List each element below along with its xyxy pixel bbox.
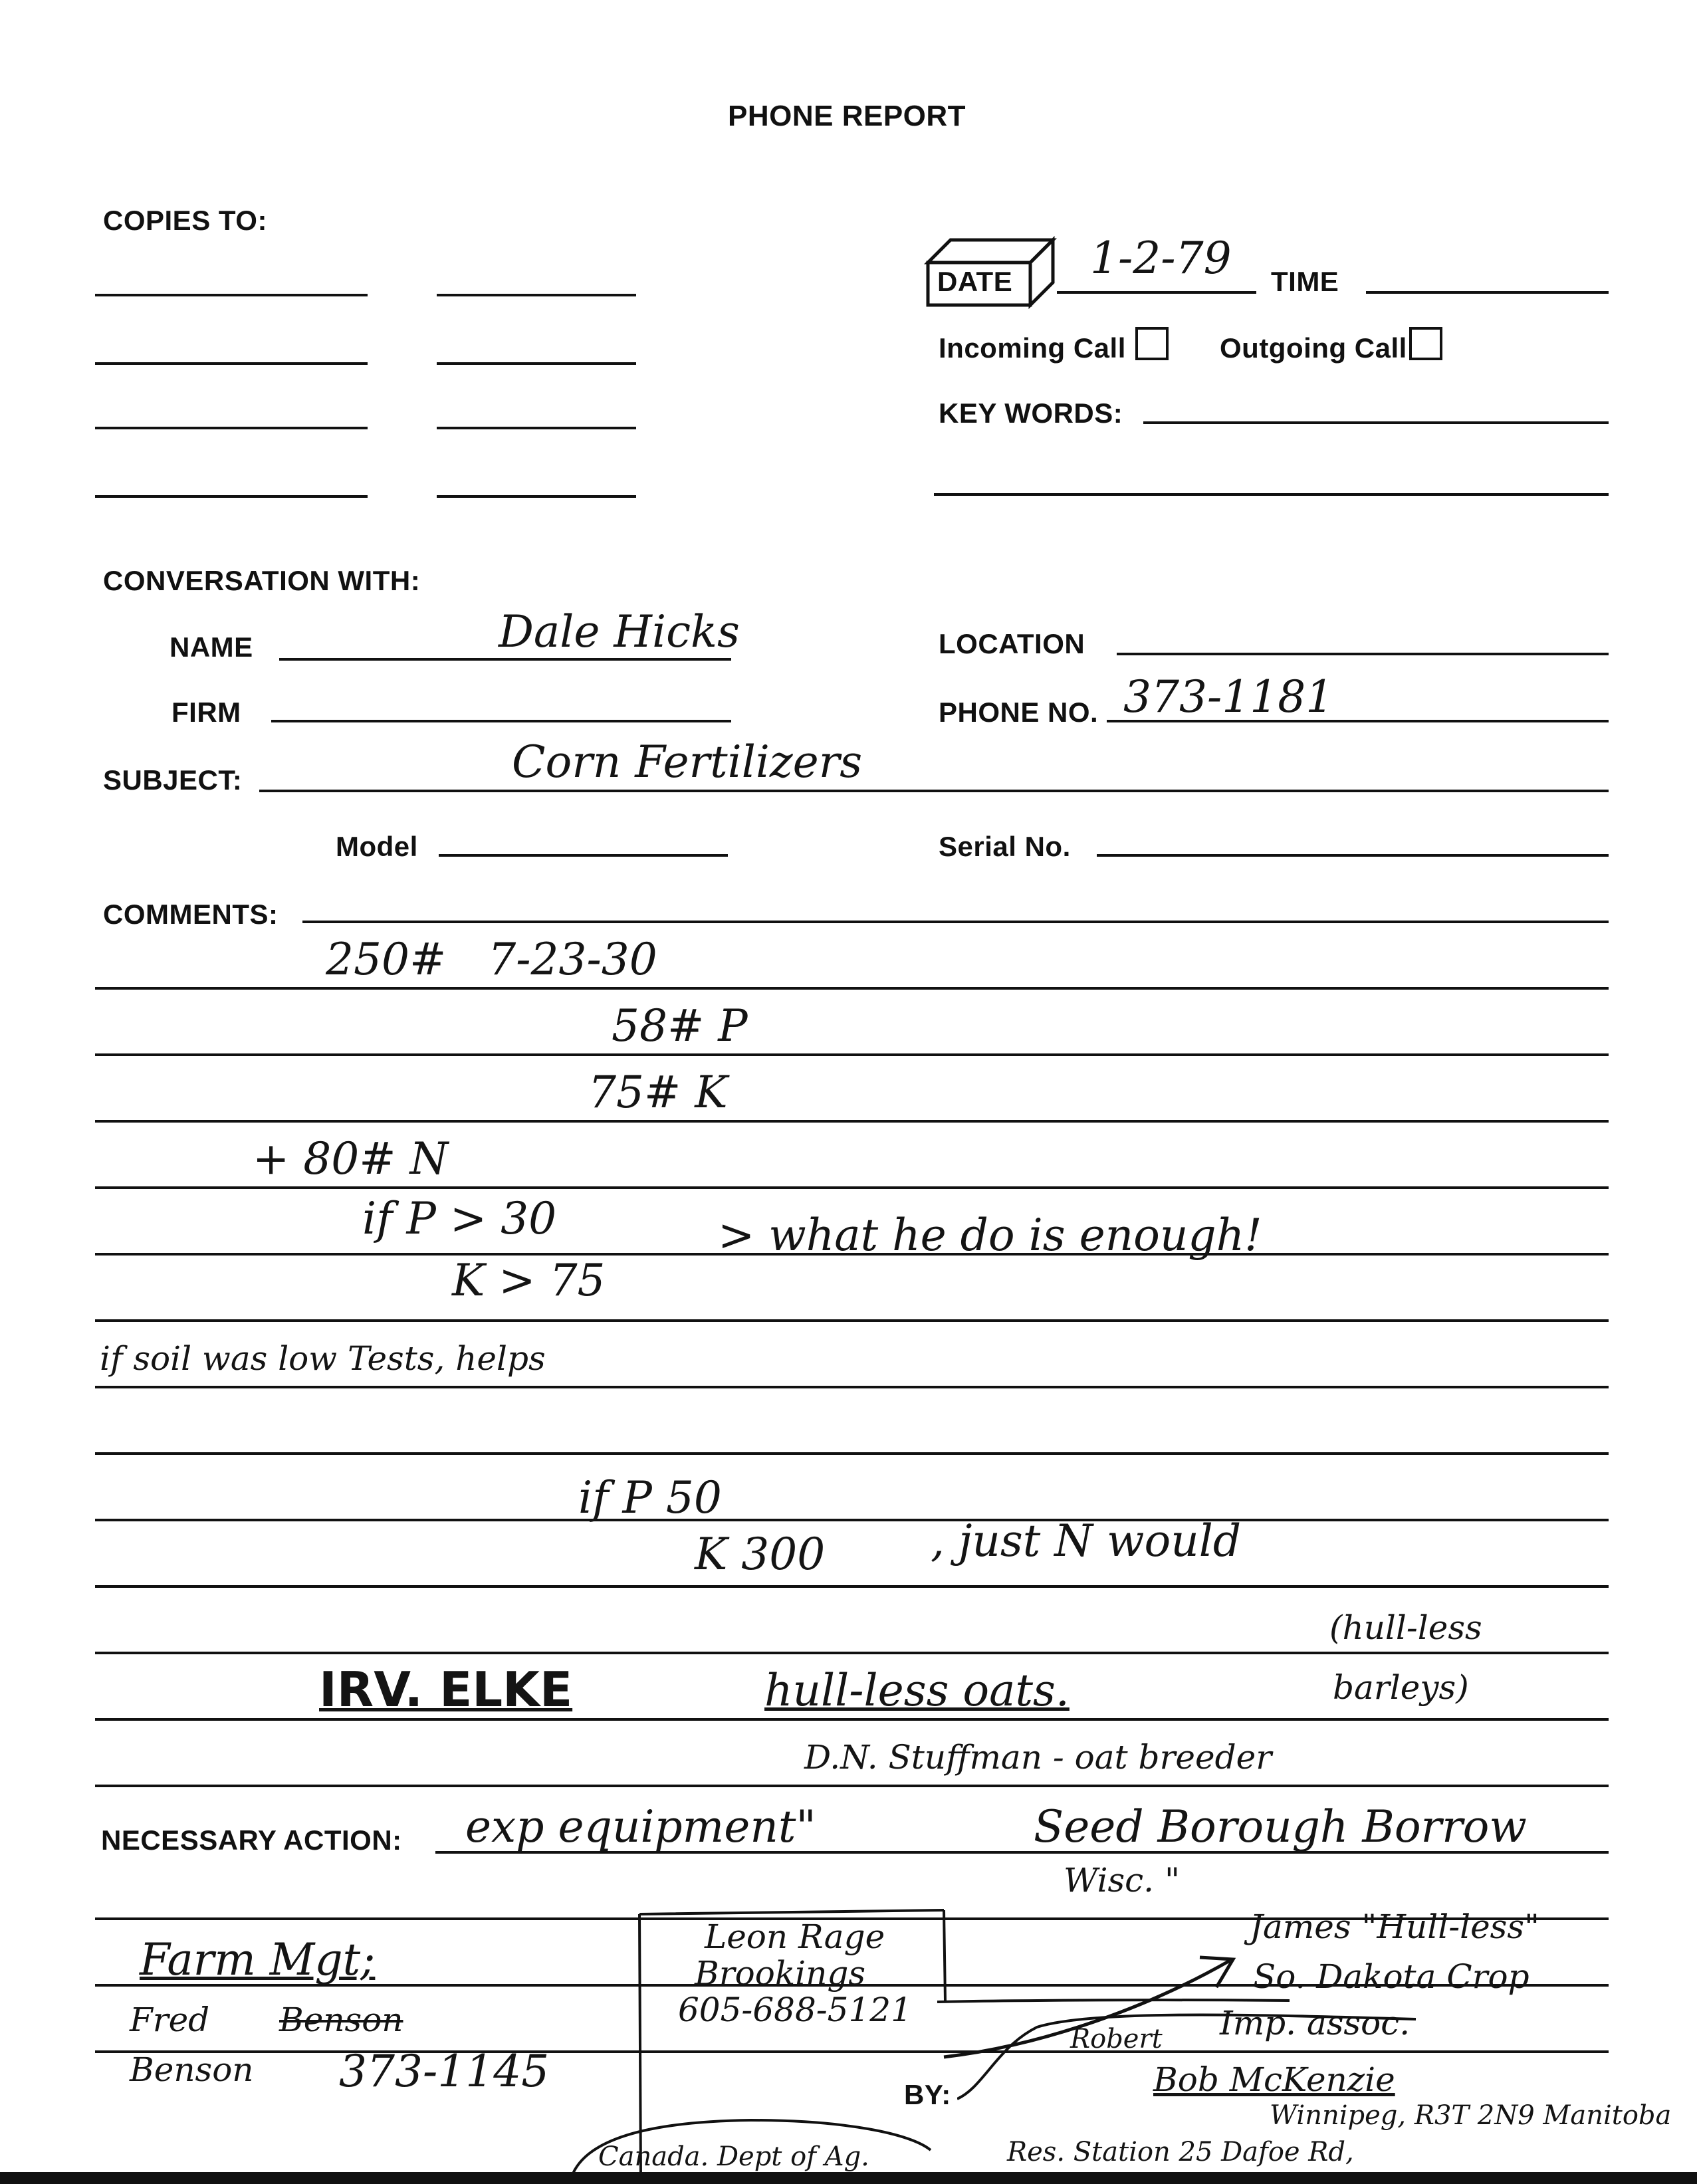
comment-line: [95, 1652, 1609, 1654]
contact-text: 605-688-5121: [678, 1991, 912, 2029]
firm-line: [271, 720, 731, 722]
comment-line: [95, 1120, 1609, 1123]
subject-label: SUBJECT:: [103, 764, 243, 796]
phone-label: PHONE NO.: [939, 697, 1099, 728]
comment-line: [95, 1319, 1609, 1322]
copies-line: [437, 362, 636, 365]
outgoing-call-checkbox[interactable]: [1409, 327, 1442, 360]
contact-text: Imp. assoc.: [1220, 2004, 1411, 2042]
action-text: exp equipment": [465, 1801, 816, 1852]
contact-text: Res. Station 25 Dafoe Rd,: [1007, 2137, 1354, 2167]
comment-line: [95, 1718, 1609, 1721]
contact-text: James "Hull-less": [1250, 1908, 1539, 1946]
action-text: Farm Mgt;: [140, 1934, 376, 1985]
comment-text: 58# P: [612, 1000, 748, 1051]
page-title: PHONE REPORT: [728, 100, 966, 132]
location-line: [1117, 653, 1609, 655]
subject-value: Corn Fertilizers: [512, 736, 863, 788]
comment-text: hull-less oats.: [764, 1665, 1070, 1716]
contact-text: Winnipeg, R3T 2N9 Manitoba: [1270, 2100, 1672, 2131]
serial-label: Serial No.: [939, 831, 1071, 862]
key-words-line: [934, 493, 1609, 496]
contact-text: Brookings: [695, 1954, 866, 1993]
comment-line: [95, 1519, 1609, 1521]
comments-label: COMMENTS:: [103, 899, 279, 930]
copies-line: [95, 495, 368, 498]
contact-text: Leon Rage: [705, 1917, 885, 1956]
date-value: 1-2-79: [1090, 233, 1232, 284]
action-text: Wisc. ": [1064, 1861, 1180, 1900]
copies-line: [95, 294, 368, 296]
model-line: [439, 854, 728, 857]
name-label: NAME: [170, 631, 253, 663]
comment-line: [95, 1386, 1609, 1388]
date-line: [1057, 291, 1256, 294]
comment-line: [302, 921, 1609, 923]
comment-text: if P 50: [578, 1472, 722, 1523]
copies-line: [95, 362, 368, 365]
copies-to-label: COPIES TO:: [103, 205, 267, 236]
comment-line: [95, 1585, 1609, 1588]
by-label: BY:: [904, 2079, 951, 2110]
comment-text: K 300: [695, 1529, 826, 1580]
comment-text: , just N would: [931, 1515, 1242, 1567]
phone-value: 373-1181: [1123, 671, 1334, 722]
comment-line: [95, 1053, 1609, 1056]
key-words-line: [1143, 421, 1609, 424]
comment-text: D.N. Stuffman - oat breeder: [804, 1738, 1272, 1777]
comment-text: if P > 30: [362, 1193, 557, 1244]
subject-line: [259, 790, 1609, 792]
comment-line: [95, 987, 1609, 990]
comment-text: K > 75: [452, 1255, 606, 1306]
action-text: Benson: [130, 2050, 254, 2089]
location-label: LOCATION: [939, 628, 1085, 659]
copies-line: [437, 427, 636, 429]
key-words-label: KEY WORDS:: [939, 397, 1123, 429]
comment-text: + 80# N: [253, 1133, 449, 1184]
model-label: Model: [336, 831, 418, 862]
outgoing-call-label: Outgoing Call: [1220, 332, 1407, 364]
incoming-call-checkbox[interactable]: [1135, 327, 1169, 360]
firm-label: FIRM: [171, 697, 241, 728]
scan-bottom-edge: [0, 2172, 1697, 2184]
comment-text: if soil was low Tests, helps: [100, 1339, 546, 1378]
action-text: Seed Borough Borrow: [1034, 1801, 1527, 1852]
comment-text: barleys): [1333, 1668, 1469, 1707]
action-text: Benson: [279, 2001, 403, 2039]
time-label: TIME: [1271, 266, 1339, 297]
conversation-label: CONVERSATION WITH:: [103, 565, 421, 596]
name-line: [279, 658, 731, 661]
contact-text: Robert: [1070, 2024, 1163, 2054]
comment-text: 75# K: [588, 1067, 728, 1118]
date-label: DATE: [937, 266, 1013, 297]
copies-line: [437, 294, 636, 296]
copies-line: [95, 427, 368, 429]
comment-line: [95, 1186, 1609, 1189]
time-line: [1366, 291, 1609, 294]
comment-text: (hull-less: [1329, 1608, 1482, 1647]
comment-text: > what he do is enough!: [718, 1210, 1262, 1261]
contact-text: Bob McKenzie: [1153, 2060, 1395, 2099]
name-value: Dale Hicks: [499, 606, 740, 657]
comment-text: IRV. ELKE: [319, 1662, 573, 1717]
comment-line: [95, 1785, 1609, 1787]
comment-text: 250# 7-23-30: [326, 934, 657, 985]
contact-text: Canada. Dept of Ag.: [598, 2141, 869, 2172]
contact-text: So. Dakota Crop: [1253, 1957, 1529, 1996]
incoming-call-label: Incoming Call: [939, 332, 1126, 364]
comment-line: [95, 1452, 1609, 1455]
action-text: 373-1145: [339, 2046, 550, 2097]
action-text: Fred: [130, 2001, 210, 2039]
serial-line: [1097, 854, 1609, 857]
copies-line: [437, 495, 636, 498]
necessary-action-label: NECESSARY ACTION:: [101, 1824, 402, 1856]
